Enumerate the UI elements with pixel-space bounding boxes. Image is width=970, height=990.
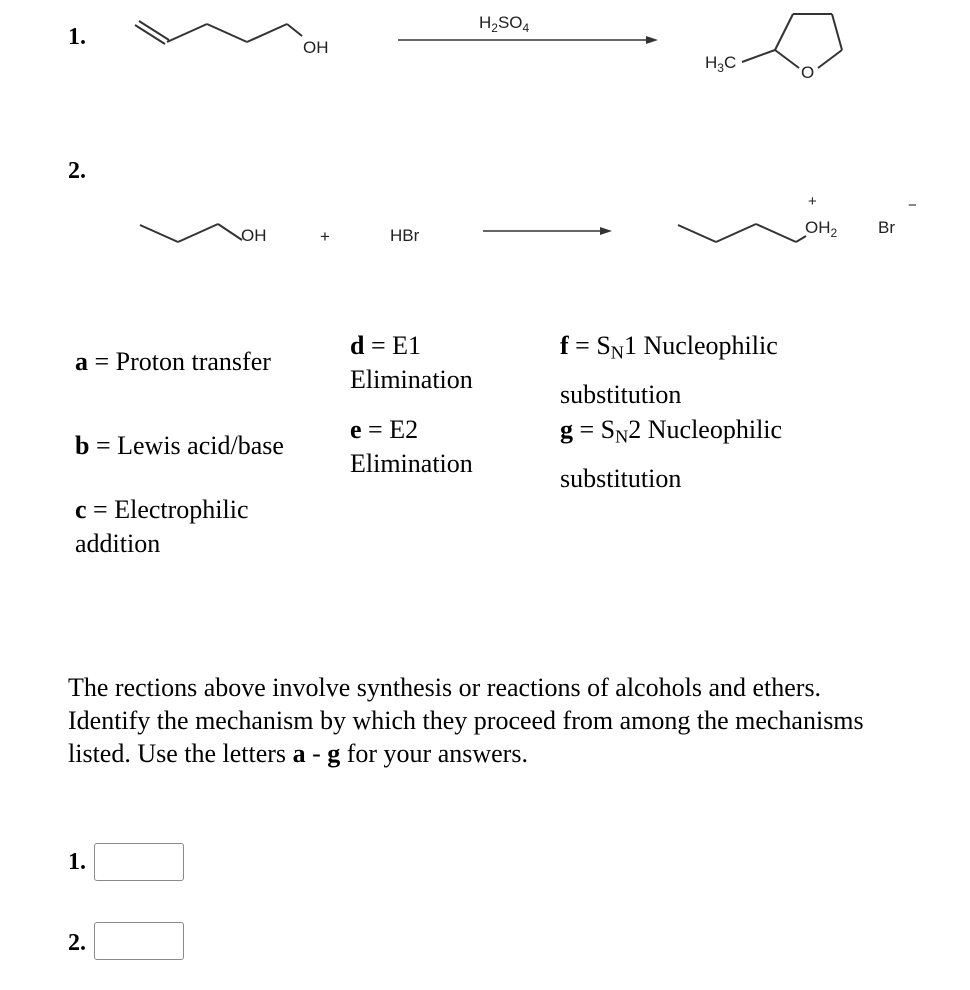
reaction-2-counterion: Br — [878, 218, 895, 237]
answer-2-label: 2. — [68, 930, 86, 956]
reaction-2-product-label: $OH_2$ — [805, 218, 838, 240]
reaction-2-oh-label: OH — [241, 226, 267, 245]
mechanism-b: b = Lewis acid/base — [75, 431, 284, 460]
reaction-1-oh-label: OH — [303, 38, 329, 57]
reaction-1-product-ring — [742, 14, 842, 68]
mechanism-g: $g = S_N2$ Nucleophilic substitution — [560, 415, 783, 493]
reaction-1-number: 1. — [68, 24, 86, 50]
reaction-2-product-charge: + — [808, 193, 817, 210]
mechanism-e: e = E2 Elimination — [350, 415, 473, 478]
answer-1-label: 1. — [68, 849, 86, 875]
reaction-1-product-oxygen: O — [801, 63, 815, 82]
reaction-2-product — [678, 224, 806, 242]
reaction-2-plus: + — [320, 227, 330, 246]
instructions-line-2: Identify the mechanism by which they proceed from among the mechanisms listed. Use the letters a - g for your answers. — [68, 706, 864, 768]
reaction-1-product-h3c: $H_3C$ — [705, 53, 737, 75]
reaction-1-arrow — [398, 36, 658, 44]
mechanism-d: d = E1 Elimination — [350, 331, 473, 394]
reaction-2-reactant — [140, 224, 242, 242]
reaction-2-number: 2. — [68, 158, 86, 184]
mechanism-f: $f = S_N1$ Nucleophilic substitution — [560, 331, 778, 409]
reaction-1-reactant — [135, 21, 302, 44]
instructions — [68, 671, 868, 770]
reaction-scheme — [0, 0, 970, 300]
mechanism-c: c = Electrophilic addition — [75, 495, 249, 558]
mechanism-a: a = Proton transfer — [75, 347, 271, 376]
answer-1-input[interactable] — [94, 843, 184, 881]
reaction-2-reagent: HBr — [390, 226, 420, 245]
reaction-2-counterion-charge: − — [908, 197, 917, 214]
reaction-2-arrow — [483, 227, 612, 235]
instructions-line-1: The rections above involve synthesis or reactions of alcohols and ethers. — [68, 673, 822, 702]
answer-2-input[interactable] — [94, 922, 184, 960]
reaction-1-reagent: $H_2SO_4$ — [479, 13, 530, 35]
